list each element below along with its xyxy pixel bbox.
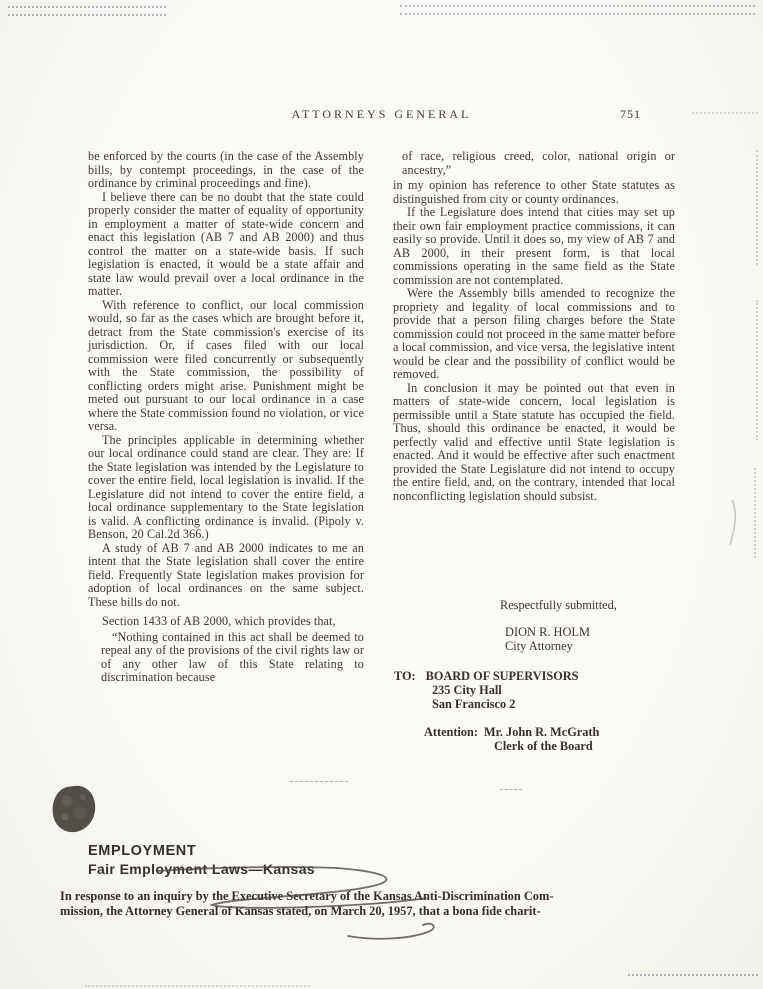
body-paragraph: be enforced by the courts (in the case of the Assembly bills, by contempt proceedings, in the case of the ordinance by criminal proceedings and fine). [88,149,364,190]
scan-artifact [400,5,755,7]
scan-artifact [8,14,166,16]
footer-intro-paragraph [60,889,708,919]
addressee-to-line [394,670,579,684]
body-paragraph: I believe there can be no doubt that the state could properly consider the matter of equality of opportunity in employment a matter of state-wide concern and enact this legislation (AB 7 and AB 2000) and thus control the matter on a state-wide basis. If such legislation is enacted, it would be a state affair and state law would prevail over a local ordinance in the matter. [88,189,364,298]
body-paragraph: in my opinion has reference to other State statutes as distinguished from city or county ordinances. [393,178,675,206]
page-number: 751 [620,107,641,121]
signature-title: City Attorney [505,638,573,653]
footer-intro-line: In response to an inquiry by the Executive Secretary of the Kansas Anti-Discrimination Com- [60,889,554,903]
body-paragraph: Section 1433 of AB 2000, which provides that, [102,614,336,628]
body-paragraph: A study of AB 7 and AB 2000 indicates to me an intent that the State legislation shall cover the entire field. Frequently State legislation makes provision for adoption of local ordinances on the same subject. These bills do not. [88,540,364,609]
scan-artifact [754,468,756,558]
left-column [88,150,364,685]
right-column [393,150,675,503]
body-paragraph: Were the Assembly bills amended to recognize the propriety and legality of local commissions and to provide that a person filing charges before the State commission could not proceed in the same matter before a local commission, and vice versa, the legislative intent would be clear and the possibility of conflict would be removed. [393,286,675,381]
page-header-title: ATTORNEYS GENERAL [291,107,472,121]
statute-quote: “Nothing contained in this act shall be deemed to repeal any of the provisions of the civil rights law or of any other law of this State relating to discrimination because [101,629,364,684]
body-paragraph: With reference to conflict, our local commission would, so far as the cases which are brought before it, detract from the State commission's exercise of its jurisdiction. Or, if cases filed with our local commission were filed concurrently or subsequently with the State commission, the possibility of conflicting orders might arise. Punishment might be meted out pursuant to our local ordinance in a case where the State commission found no violation, or vice versa. [88,297,364,433]
address-line: San Francisco 2 [432,696,516,711]
scan-artifact [500,789,522,790]
attention-name: Mr. John R. McGrath [483,725,600,739]
to-label: TO: [394,669,416,683]
statute-quote-continued: of race, religious creed, color, national origin or ancestry,” [402,149,675,177]
scan-artifact [756,150,758,265]
address-line: 235 City Hall [432,682,502,697]
closing-line: Respectfully submitted, [500,598,617,612]
scan-artifact [756,300,758,440]
footer-intro-line: mission, the Attorney General of Kansas stated, on March 20, 1957, that a bona fide charit- [60,904,541,918]
section-subheading: Fair Employment Laws—Kansas [88,861,316,877]
scan-artifact [400,13,755,15]
attention-label: Attention: [424,725,478,739]
signature-block [505,626,590,654]
attention-block [424,726,599,754]
addressee-block [394,670,579,711]
signature-name: DION R. HOLM [505,625,591,639]
body-paragraph: The principles applicable in determining whether our local ordinance could stand are clear. They are: If the State legislation was intended by the Legislature to cover the entire field, local legislation is invalid. If the Legislature did not intend to cover the entire field, a local ordinance supplementary to the State legislation is valid. A conflicting ordinance is invalid. (Pipoly v. Benson, 20 Cal.2d 366.) [88,432,364,541]
attention-line [424,726,599,740]
scan-artifact [290,781,348,782]
ink-stamp [50,784,98,834]
section-heading: EMPLOYMENT [88,843,197,859]
body-paragraph: If the Legislature does intend that cities may set up their own fair employment practice commissions, it can easily so provide. Until it does so, my view of AB 7 and AB 2000, in their present form, is that local commissions operating in the same field as the State commission are not contemplated. [393,205,675,287]
attention-line: Clerk of the Board [494,738,593,753]
scan-artifact [85,985,310,987]
scan-artifact [628,974,758,976]
scan-artifact [8,6,166,8]
body-paragraph: In conclusion it may be pointed out that even in matters of state-wide concern, local legislation is permissible until a State statute has occupied the field. Thus, should this ordinance be enacted, it would be perfectly valid and effective until State legislation is enacted. And it would be effective after such enactment provided the State Legislature did not intend to occupy the entire field, and, on the contrary, intended that local nonconflicting legislation should subsist. [393,380,675,503]
to-name: BOARD OF SUPERVISORS [425,669,579,683]
